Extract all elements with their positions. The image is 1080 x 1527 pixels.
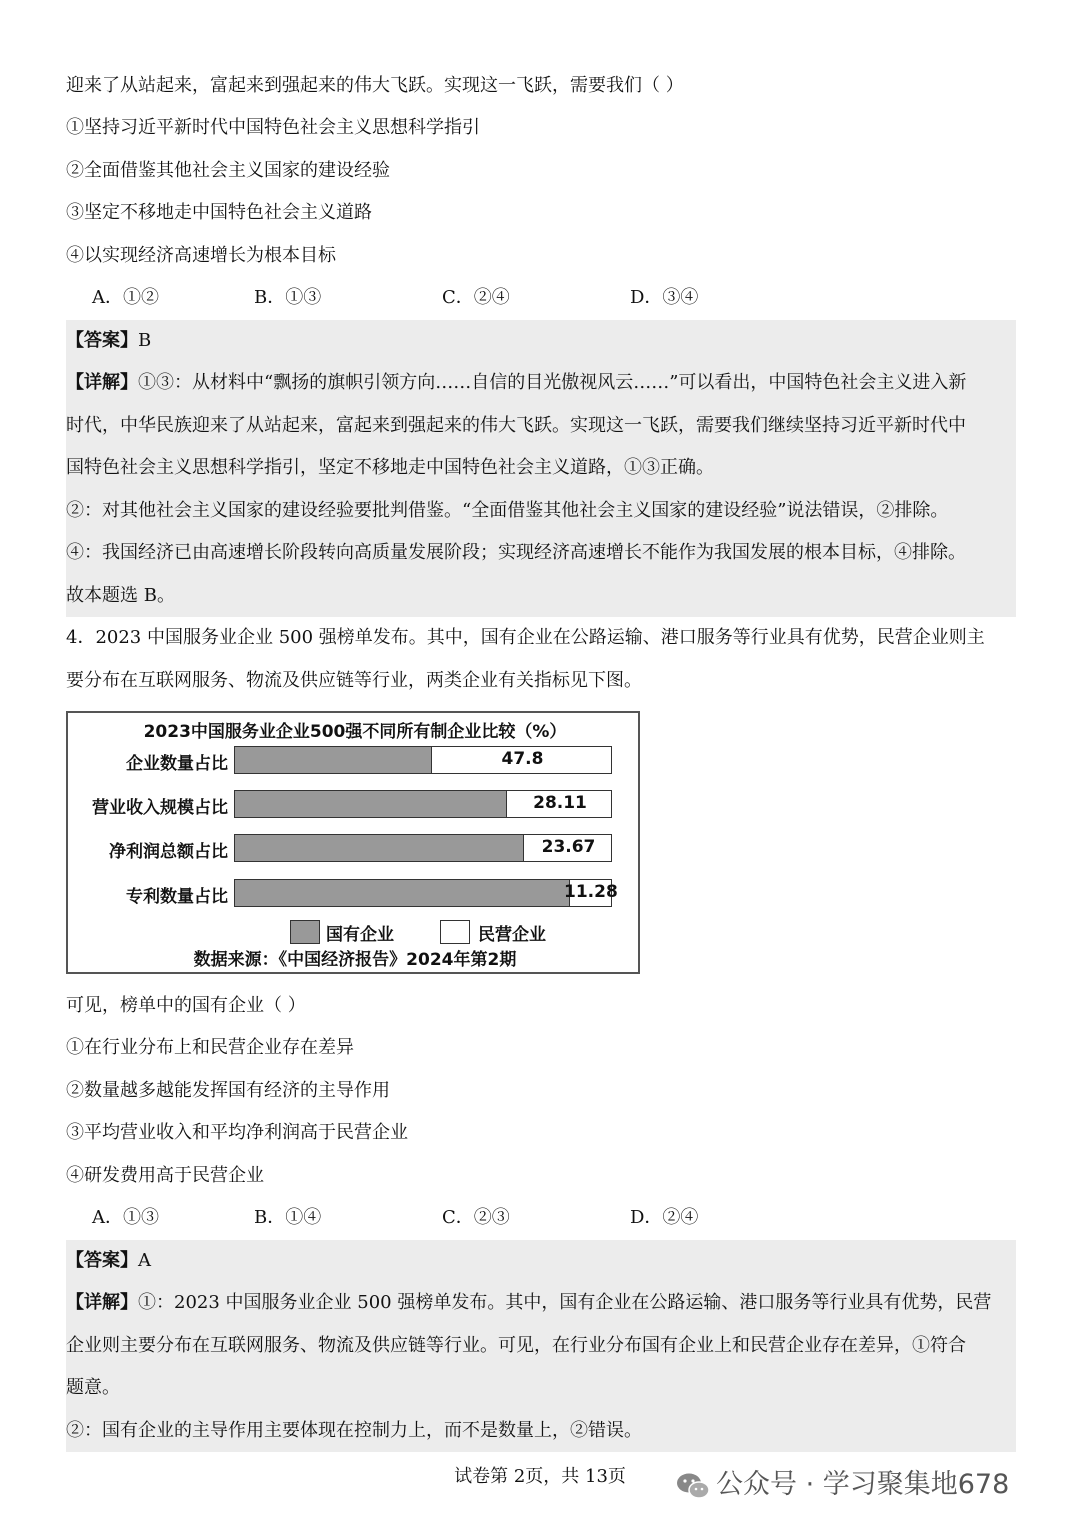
q4-item-3: ③平均营业收入和平均净利润高于民营企业 [66,1122,408,1143]
bar-state-owned [235,835,524,861]
legend-label-private: 民营企业 [478,925,546,945]
bar-state-owned [235,791,507,817]
bar-frame [234,746,612,774]
bar-state-owned [235,880,570,906]
q4-answer [66,1240,1016,1282]
q3-options [92,277,792,319]
data-label-private: 23.67 [541,837,596,857]
q3-option-a: A．①② [92,287,159,308]
detail-label: 【详解】 [66,372,138,393]
q4-item-2: ②数量越多越能发挥国有经济的主导作用 [66,1080,390,1101]
q3-detail-line-4: ②：对其他社会主义国家的建设经验要批判借鉴。“全面借鉴其他社会主义国家的建设经验”说法错误，②排除。 [66,500,949,521]
detail-text: ①③：从材料中“飘扬的旗帜引领方向……自信的目光傲视风云……”可以看出，中国特色社会主义进入新 [138,372,967,393]
question-3-stem: 迎来了从站起来，富起来到强起来的伟大飞跃。实现这一飞跃，需要我们（ ） [66,75,684,96]
q4-detail-line-3: 题意。 [66,1377,120,1398]
answer-value: B [138,330,152,351]
q3-item-3: ③坚定不移地走中国特色社会主义道路 [66,202,372,223]
bar-frame [234,879,618,907]
detail-label: 【详解】 [66,1292,138,1313]
answer-value: A [138,1250,151,1271]
chart-title: 2023中国服务业企业500强不同所有制企业比较（%） [143,722,567,742]
data-label-private: 28.11 [533,793,587,813]
q4-option-b: B．①④ [254,1207,322,1228]
q4-option-c: C．②③ [442,1207,510,1228]
question-4-stem-1: 4．2023 中国服务业企业 500 强榜单发布。其中，国有企业在公路运输、港口服务等行业具有优势，民营企业则主 [66,627,985,648]
data-label-private: 11.28 [564,882,618,902]
q4-option-d: D．②④ [630,1207,699,1228]
category-label: 专利数量占比 [126,887,228,907]
q4-detail-line-4: ②：国有企业的主导作用主要体现在控制力上，而不是数量上，②错误。 [66,1420,642,1441]
q3-option-d: D．③④ [630,287,699,308]
bar-frame [234,834,612,862]
ownership-comparison-chart [66,711,640,974]
watermark-text: 公众号 · 学习聚集地678 [716,1469,1010,1500]
wechat-icon [676,1472,710,1500]
q3-item-1: ①坚持习近平新时代中国特色社会主义思想科学指引 [66,117,480,138]
q4-question: 可见，榜单中的国有企业（ ） [66,995,306,1016]
watermark [676,1462,1009,1501]
q3-item-4: ④以实现经济高速增长为根本目标 [66,245,336,266]
page-footer: 试卷第 2页，共 13页 [454,1466,626,1487]
q4-item-4: ④研发费用高于民营企业 [66,1165,264,1186]
q4-detail-line-1 [66,1282,1016,1324]
q4-item-1: ①在行业分布上和民营企业存在差异 [66,1037,354,1058]
answer-label: 【答案】 [66,330,138,351]
q3-detail-line-5: ④：我国经济已由高速增长阶段转向高质量发展阶段；实现经济高速增长不能作为我国发展的根本目标，④排除。 [66,542,966,563]
q4-detail-line-2: 企业则主要分布在互联网服务、物流及供应链等行业。可见，在行业分布国有企业上和民营企业存在差异，①符合 [66,1335,966,1356]
q3-detail-line-3: 国特色社会主义思想科学指引，坚定不移地走中国特色社会主义道路，①③正确。 [66,457,714,478]
legend-swatch-soe [290,920,320,944]
chart-source: 数据来源：《中国经济报告》2024年第2期 [193,950,517,970]
bar-state-owned [235,747,432,773]
category-label: 企业数量占比 [126,754,228,774]
data-label-private: 47.8 [501,749,544,769]
category-label: 净利润总额占比 [109,842,228,862]
q3-option-c: C．②④ [442,287,510,308]
question-4-stem-2: 要分布在互联网服务、物流及供应链等行业，两类企业有关指标见下图。 [66,670,642,691]
legend-label-soe: 国有企业 [326,925,394,945]
q3-item-2: ②全面借鉴其他社会主义国家的建设经验 [66,160,390,181]
q3-detail-line-6: 故本题选 B。 [66,585,175,606]
bar-frame [234,790,612,818]
detail-text: ①：2023 中国服务业企业 500 强榜单发布。其中，国有企业在公路运输、港口服务等行业具有优势，民营 [138,1292,992,1313]
q3-detail-line-2: 时代，中华民族迎来了从站起来，富起来到强起来的伟大飞跃。实现这一飞跃，需要我们继续坚持习近平新时代中 [66,415,966,436]
answer-label: 【答案】 [66,1250,138,1271]
q4-options [92,1197,792,1239]
legend-swatch-private [440,920,470,944]
q3-detail-line-1 [66,362,1016,404]
q4-option-a: A．①③ [92,1207,159,1228]
q3-option-b: B．①③ [254,287,322,308]
q3-answer [66,320,1016,362]
category-label: 营业收入规模占比 [92,798,228,818]
